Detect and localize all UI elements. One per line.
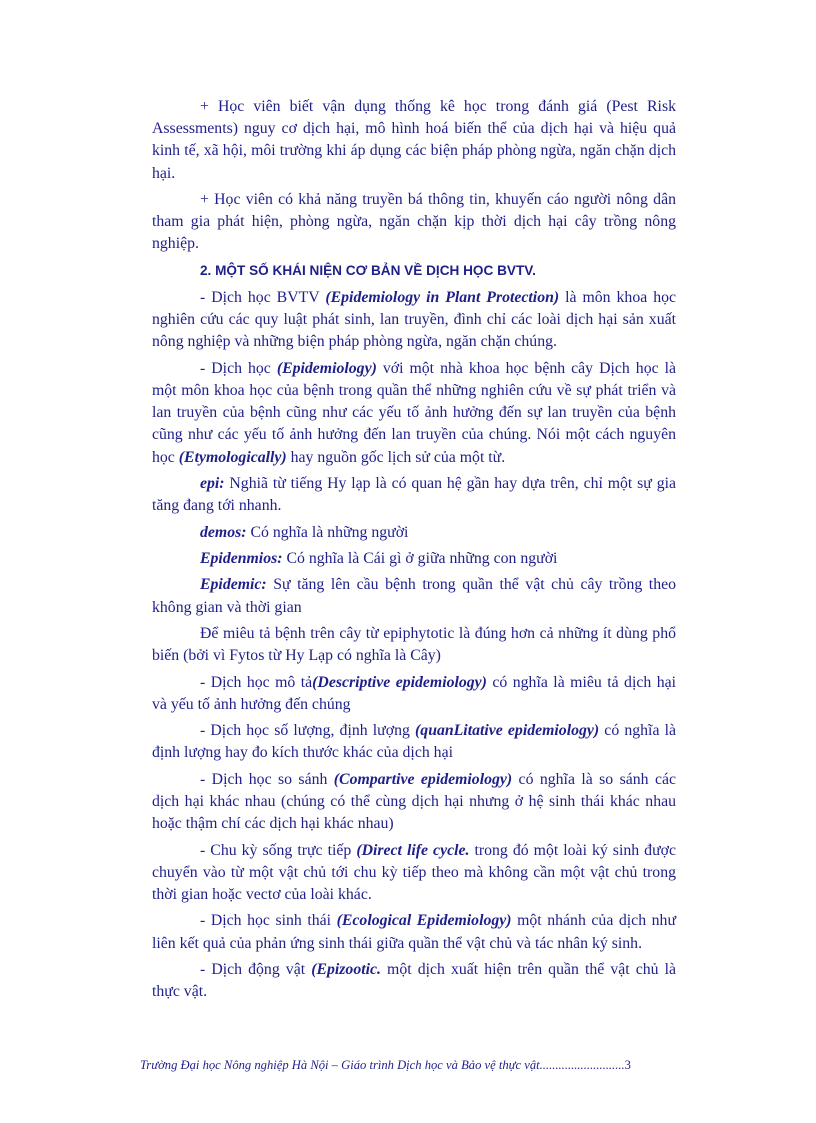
term-highlight: (Epidemiology in Plant Protection) [325, 289, 560, 306]
paragraph-text: trong đó một loài ký sinh được chuyển vào từ một vật chủ tới chu kỳ tiếp theo mà không cần một vật chủ trong thời gian hoặc vectơ của loài khác. [152, 841, 676, 903]
paragraph-text: Để miêu tả bệnh trên cây từ epiphytotic là đúng hơn cả những ít dùng phổ biến (bởi vì Fytos từ Hy Lạp có nghĩa là Cây) [152, 624, 676, 665]
term-highlight: epi: [200, 475, 225, 492]
footer-text: Trường Đại học Nông nghiệp Hà Nội – Giáo trình Dịch học và Bảo vệ thực vật........................... [140, 1058, 625, 1072]
paragraph-objective-statistics [152, 96, 676, 185]
paragraph-descriptive [152, 672, 676, 716]
page-footer [140, 1058, 680, 1073]
paragraph-text: là môn khoa học nghiên cứu các quy luật phát sinh, lan truyền, đình chỉ các loài dịch hại sản xuất nông nghiệp và những biện pháp phòng ngừa, ngăn chặn chúng. [152, 289, 676, 351]
paragraph-text: có nghĩa là định lượng hay đo kích thước khác của dịch hại [152, 722, 676, 762]
paragraph-text: một nhánh của dịch như liên kết quả của phản ứng sinh thái giữa quần thể vật chủ và tác nhân ký sinh. [152, 912, 677, 952]
paragraph-comparative [152, 769, 676, 836]
paragraph-text: - Dịch học BVTV [200, 289, 326, 306]
page-body [152, 96, 676, 1008]
term-highlight: Epidemic: [200, 576, 267, 594]
paragraph-definition-bvtv [152, 287, 676, 354]
paragraph-text: - Dịch động vật [200, 960, 312, 978]
paragraph-term-epi [152, 473, 676, 517]
paragraph-text: - Dịch học mô tả [200, 673, 313, 691]
term-highlight: (Direct life cycle. [356, 841, 470, 859]
term-highlight: (Descriptive epidemiology) [312, 673, 487, 691]
paragraph-text: một dịch xuất hiện trên quần thể vật chủ là thực vật. [152, 960, 676, 1001]
paragraph-text: có nghĩa là so sánh các dịch hại khác nhau (chúng có thể cùng dịch hại nhưng ở hệ sinh thái khác nhau hoặc thậm chí các dịch hại khác nhau) [152, 770, 676, 833]
paragraph-text: Có nghĩa là những người [246, 523, 409, 541]
paragraph-text: - Dịch học [200, 359, 277, 377]
page-number: 3 [624, 1058, 631, 1072]
term-highlight: Epidenmios: [200, 549, 283, 567]
paragraph-text: - Dịch học số lượng, định lượng [200, 722, 416, 740]
paragraph-term-demos [152, 522, 676, 544]
section-heading: 2. MỘT SỐ KHÁI NIỆN CƠ BẢN VỀ DỊCH HỌC BVTV. [200, 262, 536, 278]
paragraph-objective-extension [152, 189, 676, 256]
term-highlight: (quanLitative epidemiology) [415, 722, 600, 740]
term-highlight: demos: [200, 523, 247, 541]
term-highlight: (Compartive epidemiology) [333, 770, 513, 788]
paragraph-text: - Chu kỳ sống trực tiếp [200, 841, 357, 859]
term-highlight: (Epizootic. [311, 960, 381, 978]
paragraph-epizootic [152, 959, 676, 1003]
paragraph-term-epidemic [152, 574, 676, 618]
term-highlight: (Ecological Epidemiology) [336, 912, 512, 930]
paragraph-text: - Dịch học so sánh [200, 770, 334, 788]
paragraph-text: với một nhà khoa học bệnh cây Dịch học là một môn khoa học của bệnh trong quần thể những nghiên cứu về sự phát triển và lan truyền của bệnh cũng như các yếu tố ảnh hưởng đến sự lan truyền của bệnh cũng như các yếu tố ảnh hưởng đến lan truyền của chúng. Nói một cách nguyên học [152, 359, 677, 466]
paragraph-text: hay nguồn gốc lịch sử của một từ. [286, 448, 506, 466]
paragraph-text: - Dịch học sinh thái [200, 912, 337, 930]
term-highlight: (Etymologically) [178, 448, 287, 466]
paragraph-text: + Học viên có khả năng truyền bá thông tin, khuyến cáo người nông dân tham gia phát hiện, phòng ngừa, ngăn chặn kịp thời dịch hại cây trồng nông nghiệp. [152, 191, 676, 253]
term-highlight: (Epidemiology) [276, 359, 377, 377]
paragraph-direct-life-cycle [152, 840, 676, 907]
paragraph-text: Có nghĩa là Cái gì ở giữa những con người [282, 549, 558, 567]
paragraph-text: Nghiã từ tiếng Hy lạp là có quan hệ gần hay dựa trên, chỉ một sự gia tăng đang tới nhanh. [152, 475, 676, 515]
paragraph-text: + Học viên biết vận dụng thống kê học trong đánh giá (Pest Risk Assessments) nguy cơ dịch hại, mô hình hoá biến thể của dịch hại và hiệu quả kinh tế, xã hội, môi trường khi áp dụng các biện pháp phòng ngừa, ngăn chặn dịch hại. [152, 98, 676, 182]
paragraph-text: có nghĩa là miêu tả dịch hại và yếu tố ảnh hưởng đến chúng [152, 673, 676, 713]
paragraph-definition-epidemiology [152, 358, 676, 469]
paragraph-ecological [152, 910, 676, 954]
paragraph-epiphytotic [152, 623, 676, 667]
paragraph-term-epidenmios [152, 548, 676, 570]
paragraph-text: Sự tăng lên cầu bệnh trong quần thể vật chủ cây trồng theo không gian và thời gian [152, 576, 676, 616]
paragraph-quantitative [152, 720, 676, 764]
